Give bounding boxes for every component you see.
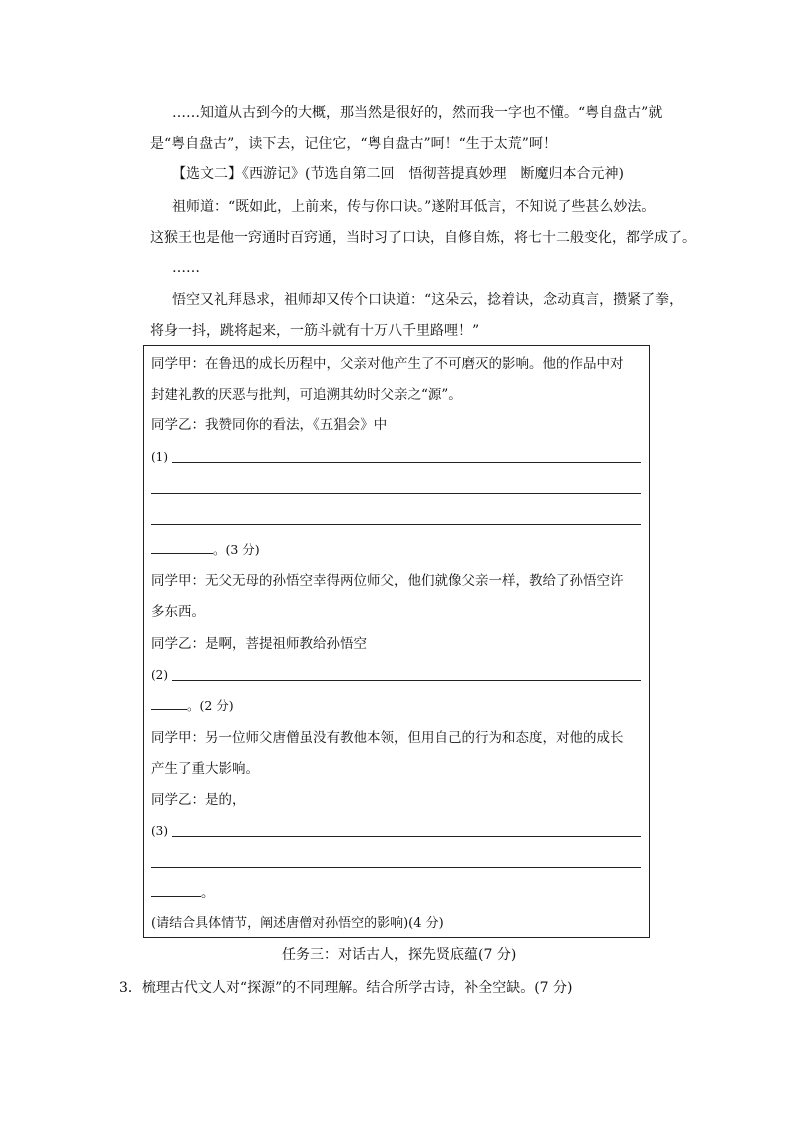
question-3: 3．梳理古代文人对“探源”的不同理解。结合所学古诗，补全空缺。(7 分) — [119, 980, 573, 996]
dialogue-a1-line-2: 封建礼教的厌恶与批判，可追溯其幼时父亲之“源”。 — [151, 387, 462, 403]
passage-line-1: ……知道从古到今的大概，那当然是很好的，然而我一字也不懂。“粤自盘古”就 — [172, 105, 663, 121]
dialogue-b1: 同学乙：我赞同你的看法，《五猖会》中 — [151, 417, 388, 433]
answer-line-3a[interactable] — [172, 836, 641, 837]
dialogue-a2-line-2: 多东西。 — [151, 604, 205, 620]
answer-line-1c[interactable] — [151, 524, 641, 525]
dialogue-b3: 同学乙：是的， — [151, 792, 246, 808]
passage-line-7: 悟空又礼拜恳求，祖师却又传个口诀道：“这朵云，捻着诀，念动真言，攒紧了拳， — [172, 292, 684, 308]
dialogue-box — [143, 345, 650, 938]
answer-line-1b[interactable] — [151, 493, 641, 494]
question-3-end: 。 — [201, 885, 215, 901]
passage-line-8: 将身一抖，跳将起来，一筋斗就有十万八千里路哩！” — [150, 323, 480, 339]
question-3-note: (请结合具体情节，阐述唐僧对孙悟空的影响)(4 分) — [151, 916, 444, 931]
question-1-score: 。(3 分) — [213, 542, 260, 557]
question-3-number: (3) — [151, 824, 168, 838]
dialogue-a3-line-1: 同学甲：另一位师父唐僧虽没有教他本领，但用自己的行为和态度，对他的成长 — [151, 730, 624, 746]
answer-line-2a[interactable] — [172, 680, 641, 681]
question-1-number: (1) — [151, 450, 168, 464]
answer-line-2b[interactable] — [151, 709, 187, 710]
answer-line-1a[interactable] — [172, 462, 641, 463]
dialogue-b2: 同学乙：是啊，菩提祖师教给孙悟空 — [151, 636, 367, 652]
dialogue-a3-line-2: 产生了重大影响。 — [151, 761, 259, 777]
passage-line-2: 是“粤自盘古”，读下去，记住它，“粤自盘古”呵！“生于太荒”呵！ — [150, 136, 557, 152]
excerpt-2-heading: 【选文二】《西游记》(节选自第二回 悟彻菩提真妙理 断魔归本合元神) — [172, 166, 624, 182]
task-3-title: 任务三：对话古人，探先贤底蕴(7 分) — [282, 947, 517, 963]
answer-line-3b[interactable] — [151, 867, 641, 868]
question-2-number: (2) — [151, 668, 168, 682]
passage-ellipsis: …… — [172, 260, 200, 276]
dialogue-a1-line-1: 同学甲：在鲁迅的成长历程中，父亲对他产生了不可磨灭的影响。他的作品中对 — [151, 356, 624, 372]
answer-line-3c[interactable] — [151, 896, 201, 897]
answer-line-1d[interactable] — [151, 553, 213, 554]
passage-line-5: 这猴王也是他一窍通时百窍通，当时习了口诀，自修自炼，将七十二般变化，都学成了。 — [150, 230, 696, 246]
dialogue-a2-line-1: 同学甲：无父无母的孙悟空幸得两位师父，他们就像父亲一样，教给了孙悟空许 — [151, 573, 624, 589]
passage-line-4: 祖师道：“既如此，上前来，传与你口诀。”遂附耳低言，不知说了些甚么妙法。 — [172, 199, 656, 215]
question-2-score: 。(2 分) — [187, 698, 234, 713]
